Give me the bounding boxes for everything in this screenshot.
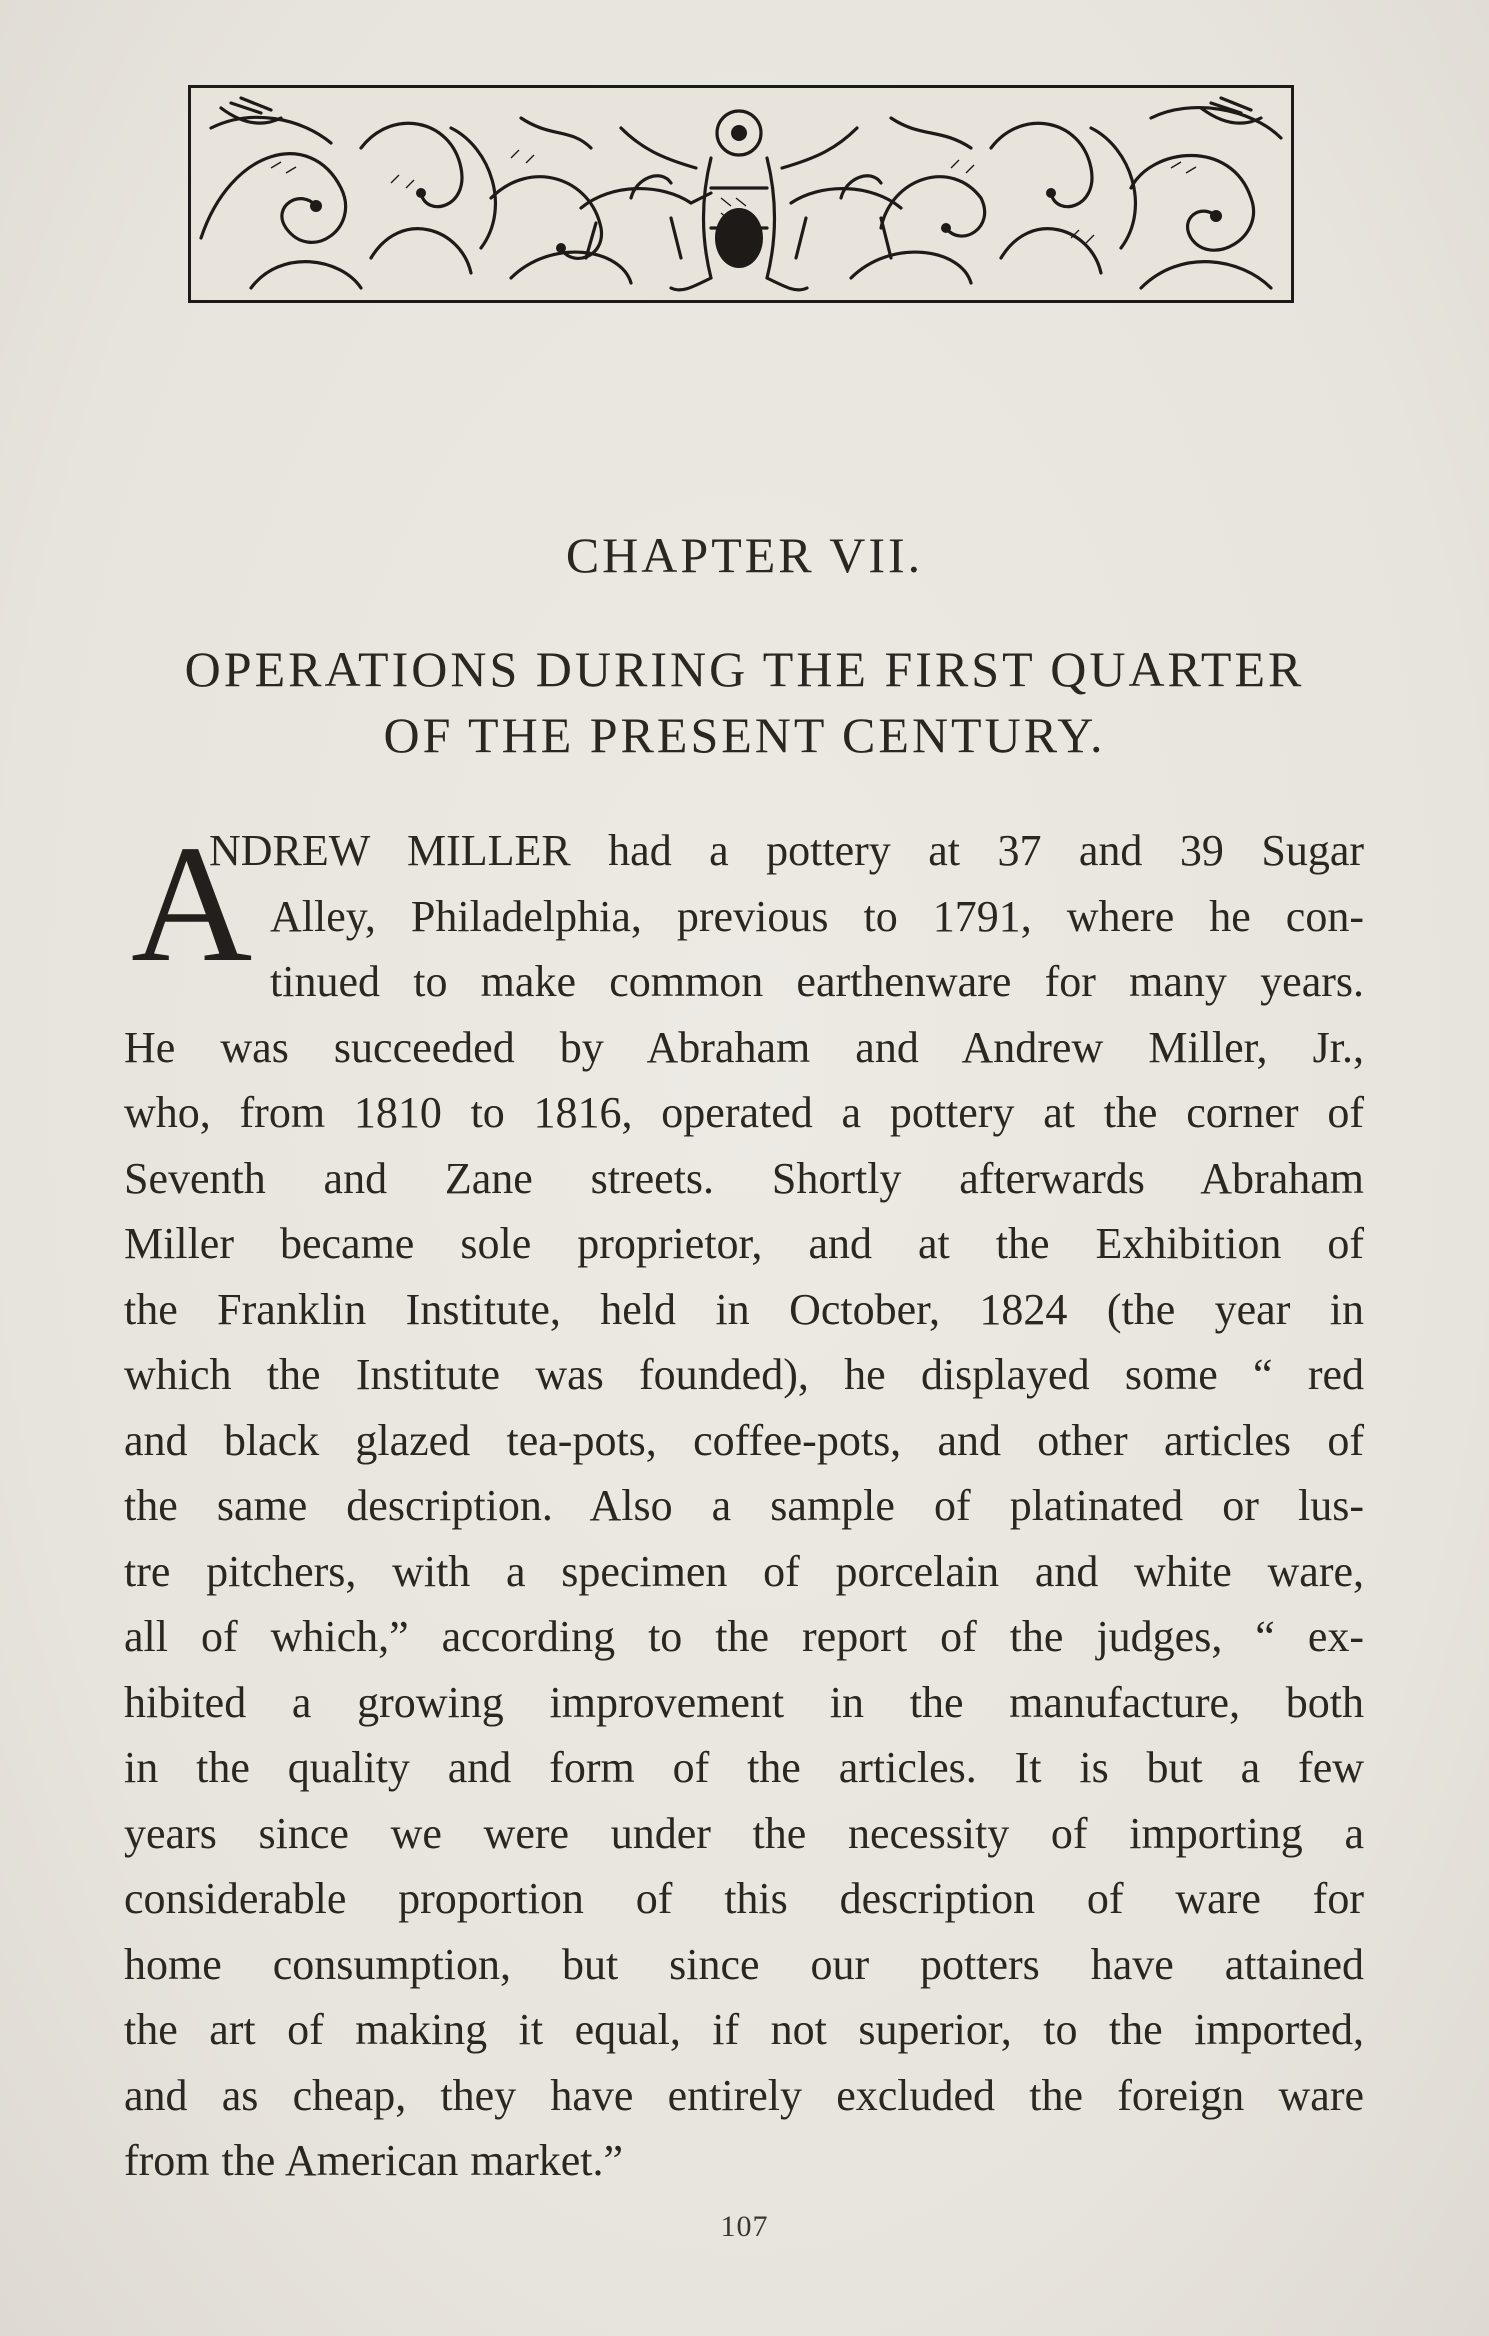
chapter-title-line-1: OPERATIONS DURING THE FIRST QUARTER [184,641,1305,697]
body-paragraph [124,811,1364,2194]
body-line: the Franklin Institute, held in October, 1824 (the year in [124,1284,1364,1334]
body-line: in the quality and form of the articles. It is but a few [124,1743,1364,1792]
chapter-heading: CHAPTER VII. [565,527,924,583]
body-line: which the Institute was founded), he displayed some “ red [124,1350,1364,1399]
page-number: 107 [720,2210,769,2243]
body-line: tinued to make common earthenware for many years. [270,957,1364,1006]
body-line: years since we were under the necessity of importing a [124,1808,1364,1858]
chapter-title [110,636,1379,768]
body-line: and as cheap, they have entirely excluded the foreign ware [124,2070,1364,2120]
body-line: Miller became sole proprietor, and at the Exhibition of [124,1219,1364,1268]
body-line: NDREW MILLER had a pottery at 37 and 39 Sugar [209,826,1364,875]
drop-cap: A [131,811,253,997]
ornament-engraving [191,88,1291,300]
body-line: from the American market.” [124,2136,624,2185]
body-line: the art of making it equal, if not superior, to the imported, [124,2005,1364,2054]
body-line: considerable proportion of this description of ware for [124,1874,1364,1923]
body-line: who, from 1810 to 1816, operated a pottery at the corner of [124,1088,1364,1137]
body-line: hibited a growing improvement in the manufacture, both [124,1677,1364,1727]
body-line: home consumption, but since our potters have attained [124,1939,1364,1989]
body-line: Alley, Philadelphia, previous to 1791, where he con- [270,891,1364,941]
body-line: Seventh and Zane streets. Shortly afterwards Abraham [124,1153,1364,1203]
body-line: the same description. Also a sample of platinated or lus- [124,1481,1364,1530]
body-line: tre pitchers, with a specimen of porcelain and white ware, [124,1546,1364,1596]
body-line: and black glazed tea-pots, coffee-pots, and other articles of [124,1415,1364,1465]
body-line: all of which,” according to the report of the judges, “ ex- [124,1612,1364,1661]
chapter-title-line-2: OF THE PRESENT CENTURY. [383,707,1106,763]
body-line: He was succeeded by Abraham and Andrew Miller, Jr., [124,1022,1364,1072]
ornamental-headpiece-icon [188,85,1294,303]
